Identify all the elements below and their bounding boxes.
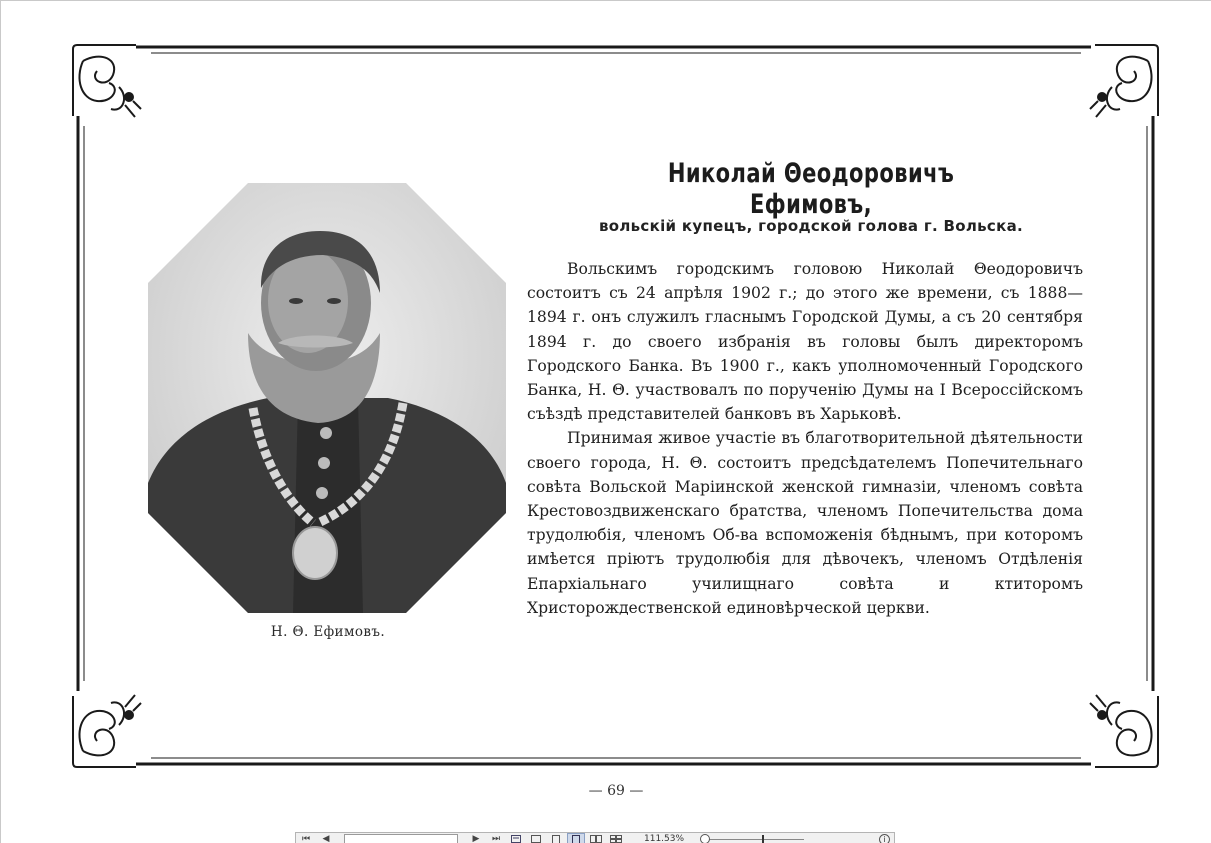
page-number: — 69 — xyxy=(588,783,644,799)
last-page-button[interactable]: ⏭ xyxy=(491,834,501,843)
portrait-caption: Н. Θ. Ефимовъ. xyxy=(270,624,386,640)
continuous-page-icon[interactable] xyxy=(567,833,585,843)
zoom-slider[interactable] xyxy=(700,833,810,843)
portrait-photo xyxy=(148,183,506,613)
paragraph: Принимая живое участіе въ благотворительной дѣятельности своего города, Н. Θ. состоитъ предсѣдателемъ Попечительнаго совѣта Вольской Маріинской женской гимназіи, членомъ совѣта Крестовоздвиженскаго братства, членомъ Попечительства дома трудолюбія, членомъ Об-ва вспоможенія бѣднымъ, при которомъ имѣется пріютъ трудолюбія для дѣвочекъ, членомъ Отдѣленія Епархіальнаго училищнаго совѣта и ктиторомъ Христорождественской единовѣрческой церкви. xyxy=(527,429,1083,617)
zoom-slider-thumb[interactable] xyxy=(700,834,710,843)
outline-icon[interactable] xyxy=(527,833,545,843)
thumbnails-icon[interactable] xyxy=(507,833,525,843)
corner-ornament-bottom-right xyxy=(1090,695,1158,767)
corner-ornament-bottom-left xyxy=(73,695,141,767)
zoom-level: 111.53% xyxy=(644,834,685,843)
info-icon[interactable]: i xyxy=(879,834,890,843)
corner-ornament-top-right xyxy=(1090,45,1158,117)
next-page-button[interactable]: ▶ xyxy=(472,834,480,843)
two-page-icon[interactable] xyxy=(587,833,605,843)
prev-page-button[interactable]: ◀ xyxy=(322,834,330,843)
page-subtitle: вольскій купецъ, городской голова г. Вольска. xyxy=(598,217,1024,235)
zoom-slider-tick xyxy=(762,835,764,843)
two-page-continuous-icon[interactable] xyxy=(607,833,625,843)
viewer-toolbar xyxy=(295,832,895,843)
page-number-input[interactable] xyxy=(344,834,458,843)
first-page-button[interactable]: ⏮ xyxy=(301,834,311,843)
page-title: Николай Θеодоровичъ Ефимовъ, xyxy=(667,158,955,220)
article-body xyxy=(527,257,1083,620)
single-page-icon[interactable] xyxy=(547,833,565,843)
zoom-slider-track xyxy=(706,839,804,840)
paragraph: Вольскимъ городскимъ головою Николай Θеодоровичъ состоитъ съ 24 апрѣля 1902 г.; до этого же времени, съ 1888—1894 г. онъ служилъ гласнымъ Городской Думы, а съ 20 сентября 1894 г. до своего избранія въ головы былъ директоромъ Городского Банка. Въ 1900 г., какъ уполномоченный Городского Банка, Н. Θ. участвовалъ по порученію Думы на I Всероссійскомъ съѣздѣ представителей банковъ въ Харьковѣ. xyxy=(527,260,1083,424)
corner-ornament-top-left xyxy=(73,45,141,117)
